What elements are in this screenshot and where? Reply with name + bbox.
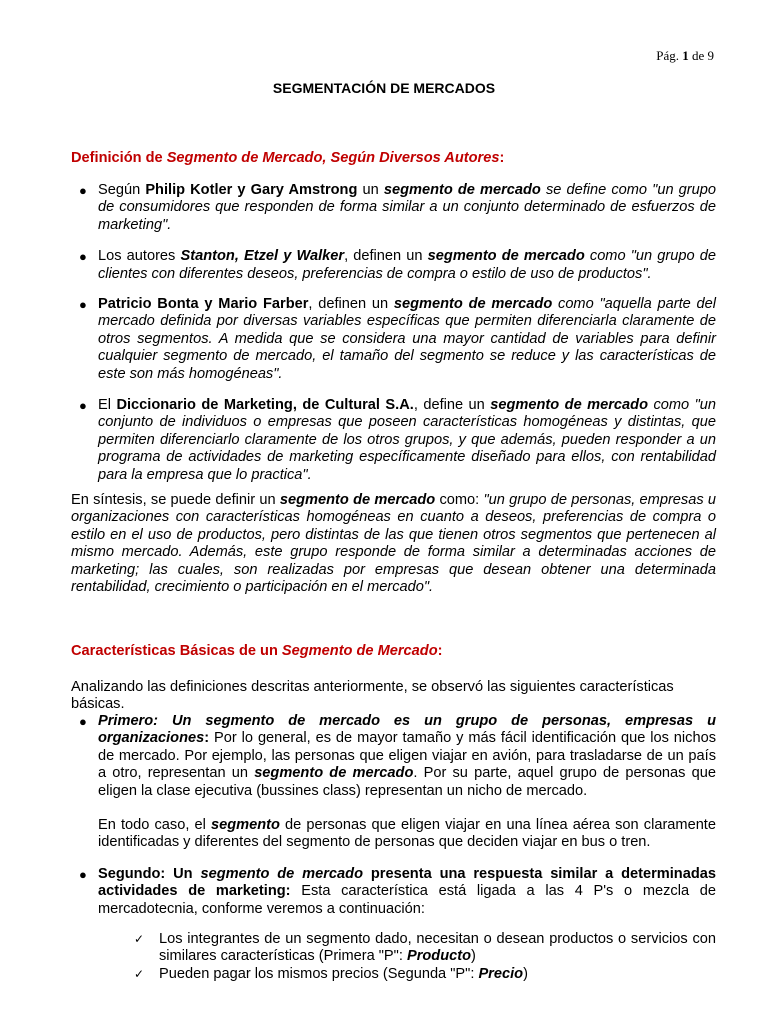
list-item: ● Los autores Stanton, Etzel y Walker, definen un segmento de mercado como "un grupo de clientes con diferentes deseos, preferencias de compra o estilo de uso de productos". xyxy=(79,248,716,282)
characteristics-list-wrap xyxy=(71,713,716,918)
list-item: ● Segundo: Un segmento de mercado presenta una respuesta similar a determinadas actividades de marketing: Esta característica está ligada a las 4 P's o mezcla de mercadotecnia, conforme veremos a continuación: xyxy=(79,865,716,917)
page-current: 1 xyxy=(682,48,689,63)
section-characteristics xyxy=(71,643,716,659)
check-icon: ✓ xyxy=(134,966,145,981)
page-total: de 9 xyxy=(688,48,714,63)
bullet-icon: ● xyxy=(79,183,87,198)
section-heading-characteristics: Características Básicas de un Segmento de Mercado: xyxy=(71,643,443,659)
checks-list-wrap xyxy=(71,931,716,983)
characteristics-intro: Analizando las definiciones descritas anteriormente, se observó las siguientes características básicas. xyxy=(71,679,674,713)
page-number xyxy=(656,48,714,64)
summary-paragraph: En síntesis, se puede definir un segmento de mercado como: "un grupo de personas, empresas u organizaciones con características homogéneas en cuanto a deseos, preferencias de compra o estilo en el uso de productos, pero distintas de las que tienen otros segmentos que pertenecen al mismo mercado. Además, este grupo responde de forma similar a determinadas acciones de marketing; las cuales, son realizadas por empresas que desean obtener una determinada rentabilidad, crecimiento o participación en el mercado". xyxy=(71,492,717,596)
page-label: Pág. xyxy=(656,48,683,63)
check-icon: ✓ xyxy=(134,932,145,946)
list-item: ● Primero: Un segmento de mercado es un grupo de personas, empresas u organizaciones: Por lo general, es de mayor tamaño y más fácil identificación que los nichos de mercado. Por ejemplo, las personas que eligen viajar en avión, para trasladarse de un país a otro, representan un segmento de mercado. Por su parte, aquel grupo de personas que eligen la clase ejecutiva (bussines class) representan un nicho de mercado. En todo caso, el segmento de personas que eligen viajar en una línea aérea son claramente identificadas y diferentes del segmento de personas que deciden viajar en bus o tren. xyxy=(79,713,716,851)
checks-list xyxy=(71,931,716,983)
characteristics-list xyxy=(71,713,716,918)
document-title: SEGMENTACIÓN DE MERCADOS xyxy=(272,80,496,96)
list-item: ● Patricio Bonta y Mario Farber, definen un segmento de mercado como "aquella parte del mercado definida por diversas variables específicas que permiten diferenciarla claramente de otros segmentos. A medida que se considera una mayor cantidad de variables para definir cualquier segmento de mercado, el tamaño del segmento se reduce y las características de este son más homogéneas". xyxy=(79,296,717,382)
list-item: ● El Diccionario de Marketing, de Cultural S.A., define un segmento de mercado como "un conjunto de individuos o empresas que poseen características homogéneas y distintas, que permiten diferenciarlo claramente de los otros grupos, y que además, pueden responder a un programa de actividades de marketing específicamente diseñado para ellos, con rentabilidad para la empresa que lo practica". xyxy=(79,397,717,483)
bullet-icon: ● xyxy=(79,866,87,882)
bullet-icon: ● xyxy=(79,297,87,313)
list-item: ✓ Los integrantes de un segmento dado, necesitan o desean productos o servicios con similares características (Primera "P": Producto) xyxy=(134,931,716,965)
definitions-list-wrap xyxy=(71,182,716,484)
list-item: ● Según Philip Kotler y Gary Amstrong un segmento de mercado se define como "un grupo de consumidores que responden de forma similar a un conjunto determinado de esfuerzos de marketing". xyxy=(79,182,716,233)
bullet-icon: ● xyxy=(79,398,87,414)
section-heading-definitions: Definición de Segmento de Mercado, Según Diversos Autores: xyxy=(71,150,505,166)
definitions-list xyxy=(71,182,716,484)
section-definitions xyxy=(71,150,716,166)
bullet-icon: ● xyxy=(79,714,87,729)
bullet-icon: ● xyxy=(79,249,87,265)
list-item: ✓ Pueden pagar los mismos precios (Segunda "P": Precio) xyxy=(134,965,528,982)
